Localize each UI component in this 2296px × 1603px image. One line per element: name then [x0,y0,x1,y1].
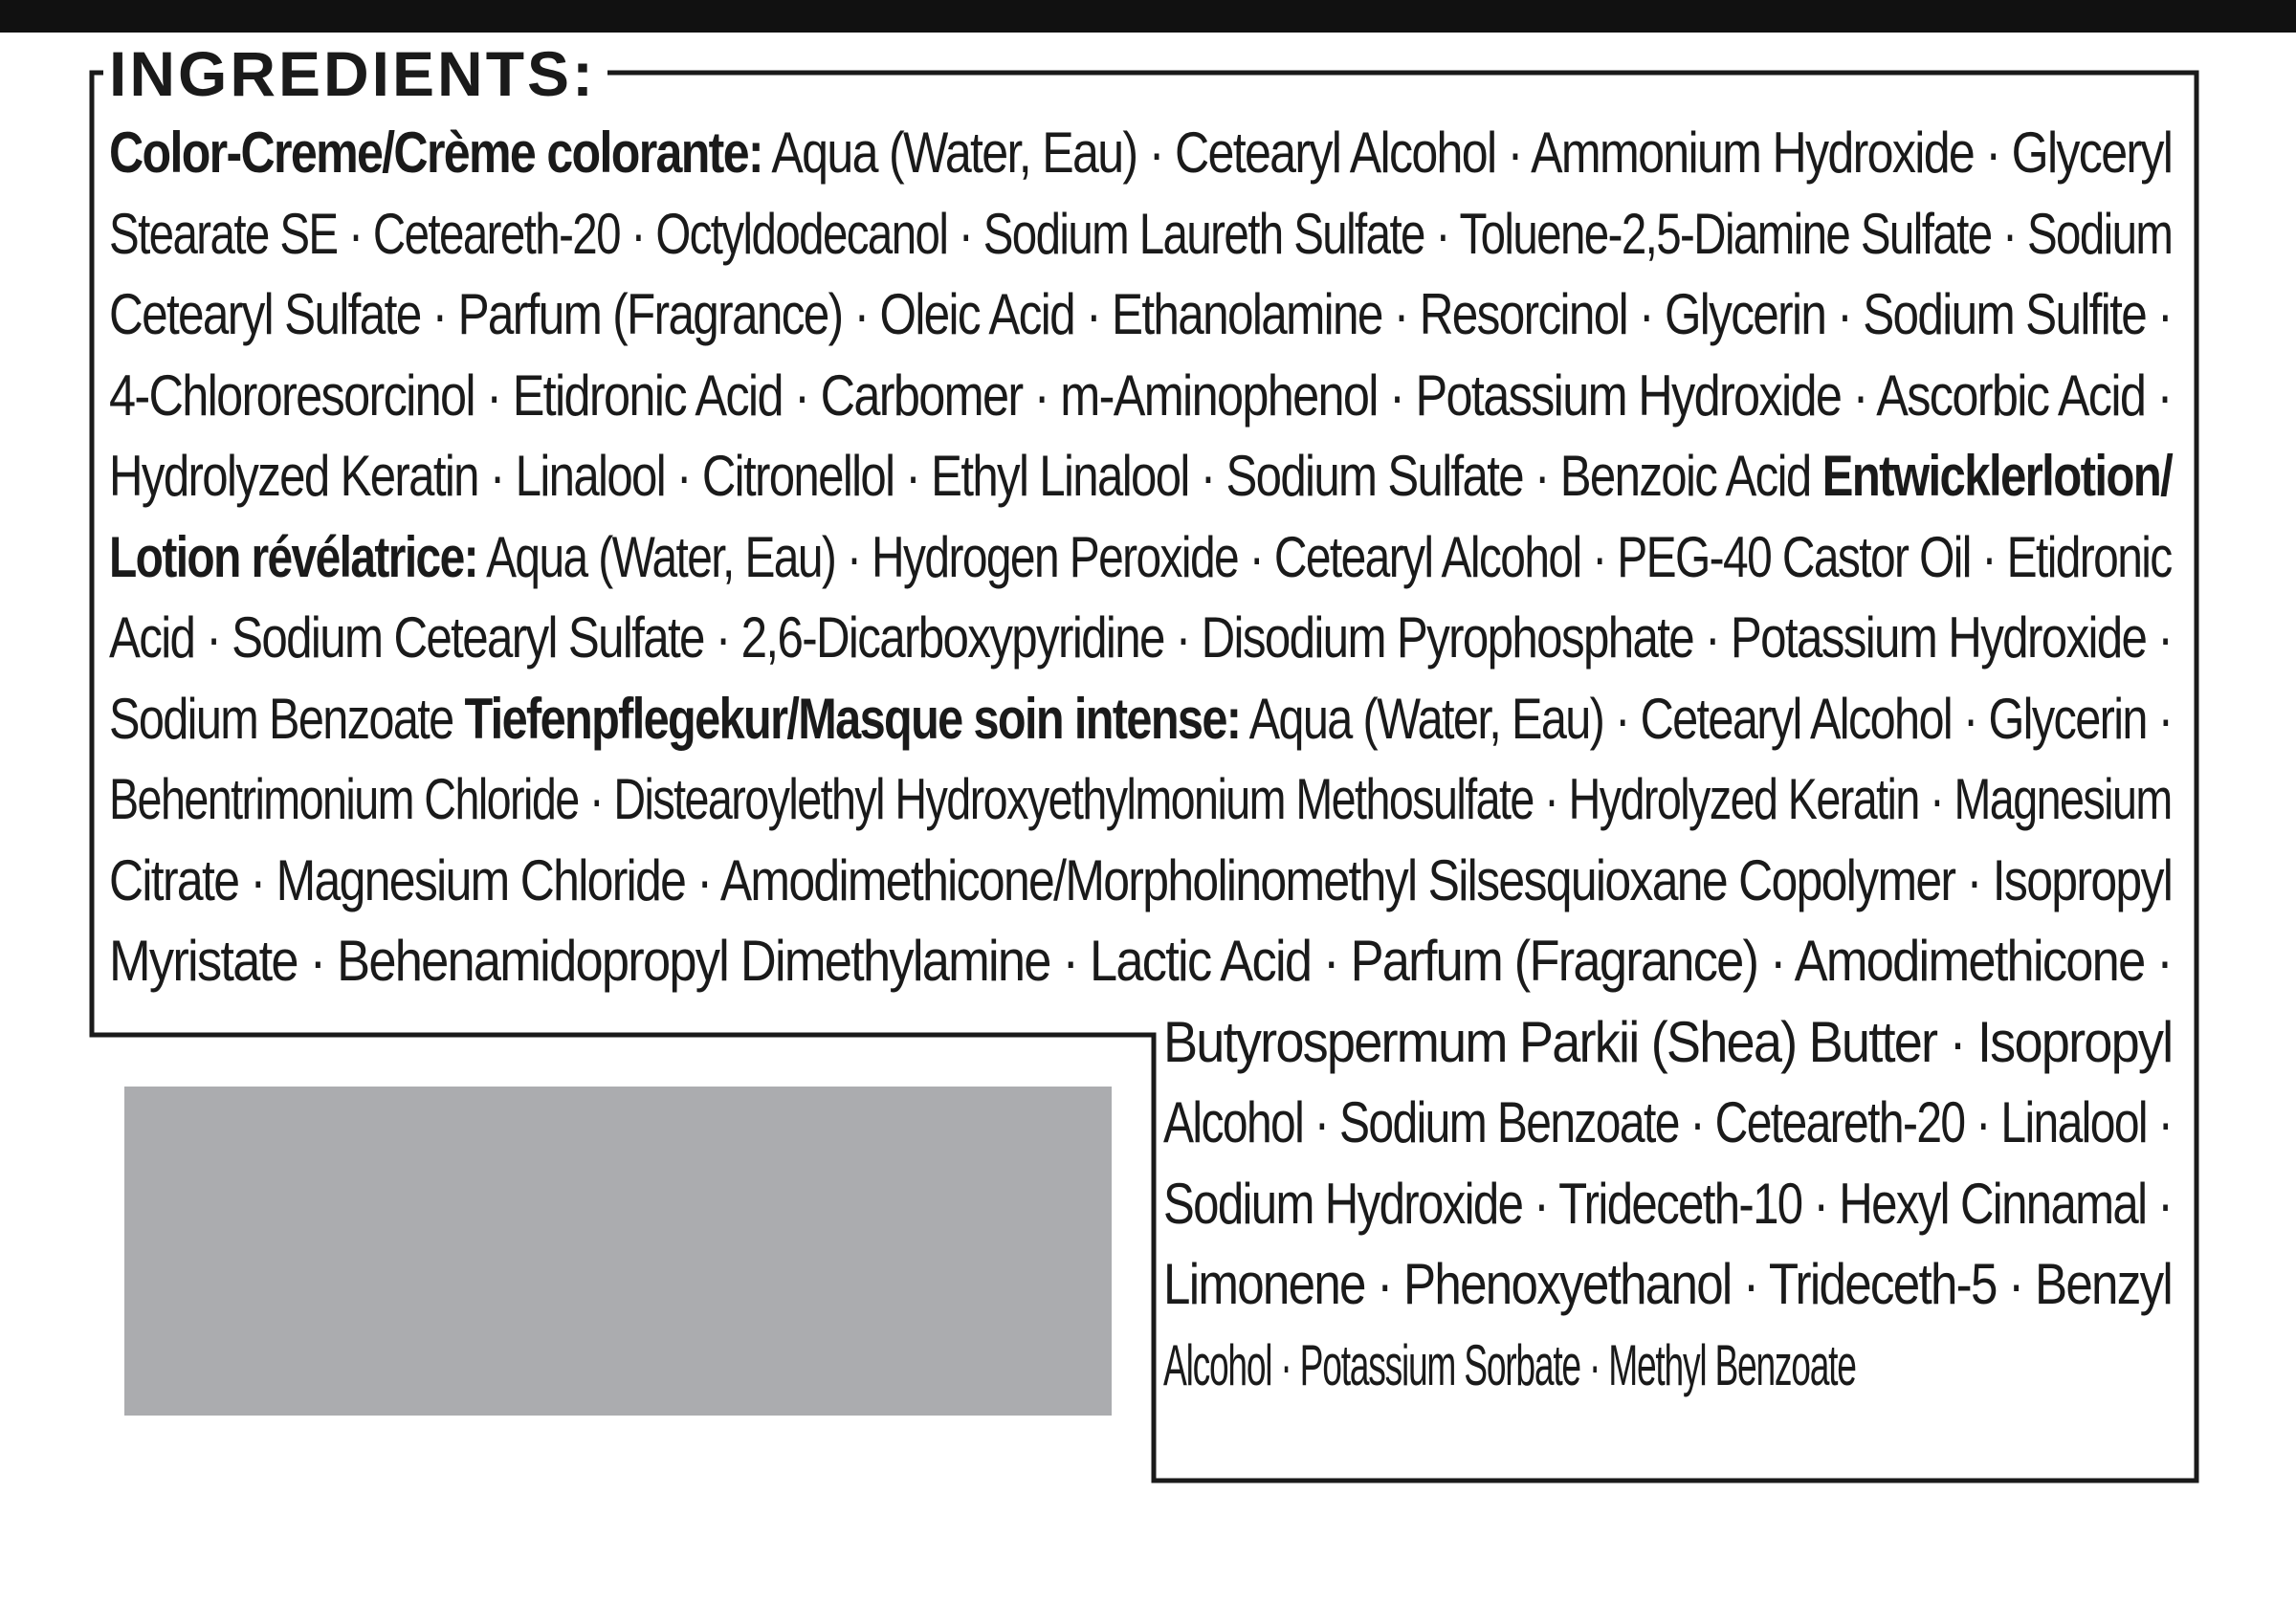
ingredient-line [109,274,2172,355]
ingredient-text: Sodium Benzoate [109,686,465,751]
ingredient-line [109,356,2172,436]
ingredient-text: Hydrolyzed Keratin · Linalool · Citronellol · Ethyl Linalool · Sodium Sulfate · Benzoic Acid [109,444,1822,508]
section-label: Color-Creme/Crème colorante: [109,121,762,185]
ingredient-line [109,517,2172,598]
ingredient-line [109,921,2172,1001]
ingredient-line [1163,1326,1856,1406]
ingredient-text: Limonene · Phenoxyethanol · Trideceth-5 · Benzyl [1163,1252,2173,1316]
section-label: Entwicklerlotion/ [1821,444,2173,508]
ingredient-line [1163,1164,2172,1244]
ingredient-line [109,759,2172,840]
ingredient-text: Butyrospermum Parkii (Shea) Butter · Isopropyl [1163,1009,2173,1074]
ingredient-line [109,598,2172,678]
section-label: Lotion révélatrice: [109,524,477,589]
ingredient-text: Aqua (Water, Eau) · Cetearyl Alcohol · Ammonium Hydroxide · Glyceryl [762,121,2173,185]
ingredient-line [109,113,2172,193]
ingredient-text: Citrate · Magnesium Chloride · Amodimethicone/Morpholinomethyl Silsesquioxane Copolymer · Isopropyl [109,847,2173,912]
ingredient-line [1163,1002,2172,1083]
section-label: Tiefenpflegekur/Masque soin intense: [464,686,1241,751]
ingredient-line [109,679,2172,759]
ingredient-text: Alcohol · Potassium Sorbate · Methyl Benzoate [1163,1332,1856,1397]
ingredient-line [109,194,2172,274]
ingredient-text: Cetearyl Sulfate · Parfum (Fragrance) · Oleic Acid · Ethanolamine · Resorcinol · Glycerin · Sodium Sulfite · [109,282,2172,346]
ingredients-heading: INGREDIENTS: [103,34,607,113]
ingredient-line [109,436,2172,516]
barcode-placeholder [124,1087,1112,1416]
ingredient-text: Sodium Hydroxide · Trideceth-10 · Hexyl Cinnamal · [1163,1171,2173,1236]
ingredient-line [1163,1083,2172,1163]
ingredient-text: Myristate · Behenamidopropyl Dimethylamine · Lactic Acid · Parfum (Fragrance) · Amodimethicone · [109,929,2172,993]
ingredient-line [1163,1244,2172,1325]
ingredient-text: 4-Chlororesorcinol · Etidronic Acid · Carbomer · m-Aminophenol · Potassium Hydroxide · Ascorbic Acid · [109,362,2172,428]
ingredient-text: Stearate SE · Ceteareth-20 · Octyldodecanol · Sodium Laureth Sulfate · Toluene-2,5-Diamine Sulfate · Sodium [109,201,2173,266]
ingredient-text: Aqua (Water, Eau) · Cetearyl Alcohol · Glycerin · [1240,686,2173,751]
ingredient-text: Acid · Sodium Cetearyl Sulfate · 2,6-Dicarboxypyridine · Disodium Pyrophosphate · Potassium Hydroxide · [109,605,2173,670]
ingredient-line [109,841,2172,921]
ingredient-text: Aqua (Water, Eau) · Hydrogen Peroxide · Cetearyl Alcohol · PEG-40 Castor Oil · Etidronic [476,524,2172,589]
ingredient-text: Alcohol · Sodium Benzoate · Ceteareth-20 · Linalool · [1163,1090,2173,1154]
ingredient-text: Behentrimonium Chloride · Distearoylethyl Hydroxyethylmonium Methosulfate · Hydrolyzed Keratin · Magnesium [109,767,2172,831]
